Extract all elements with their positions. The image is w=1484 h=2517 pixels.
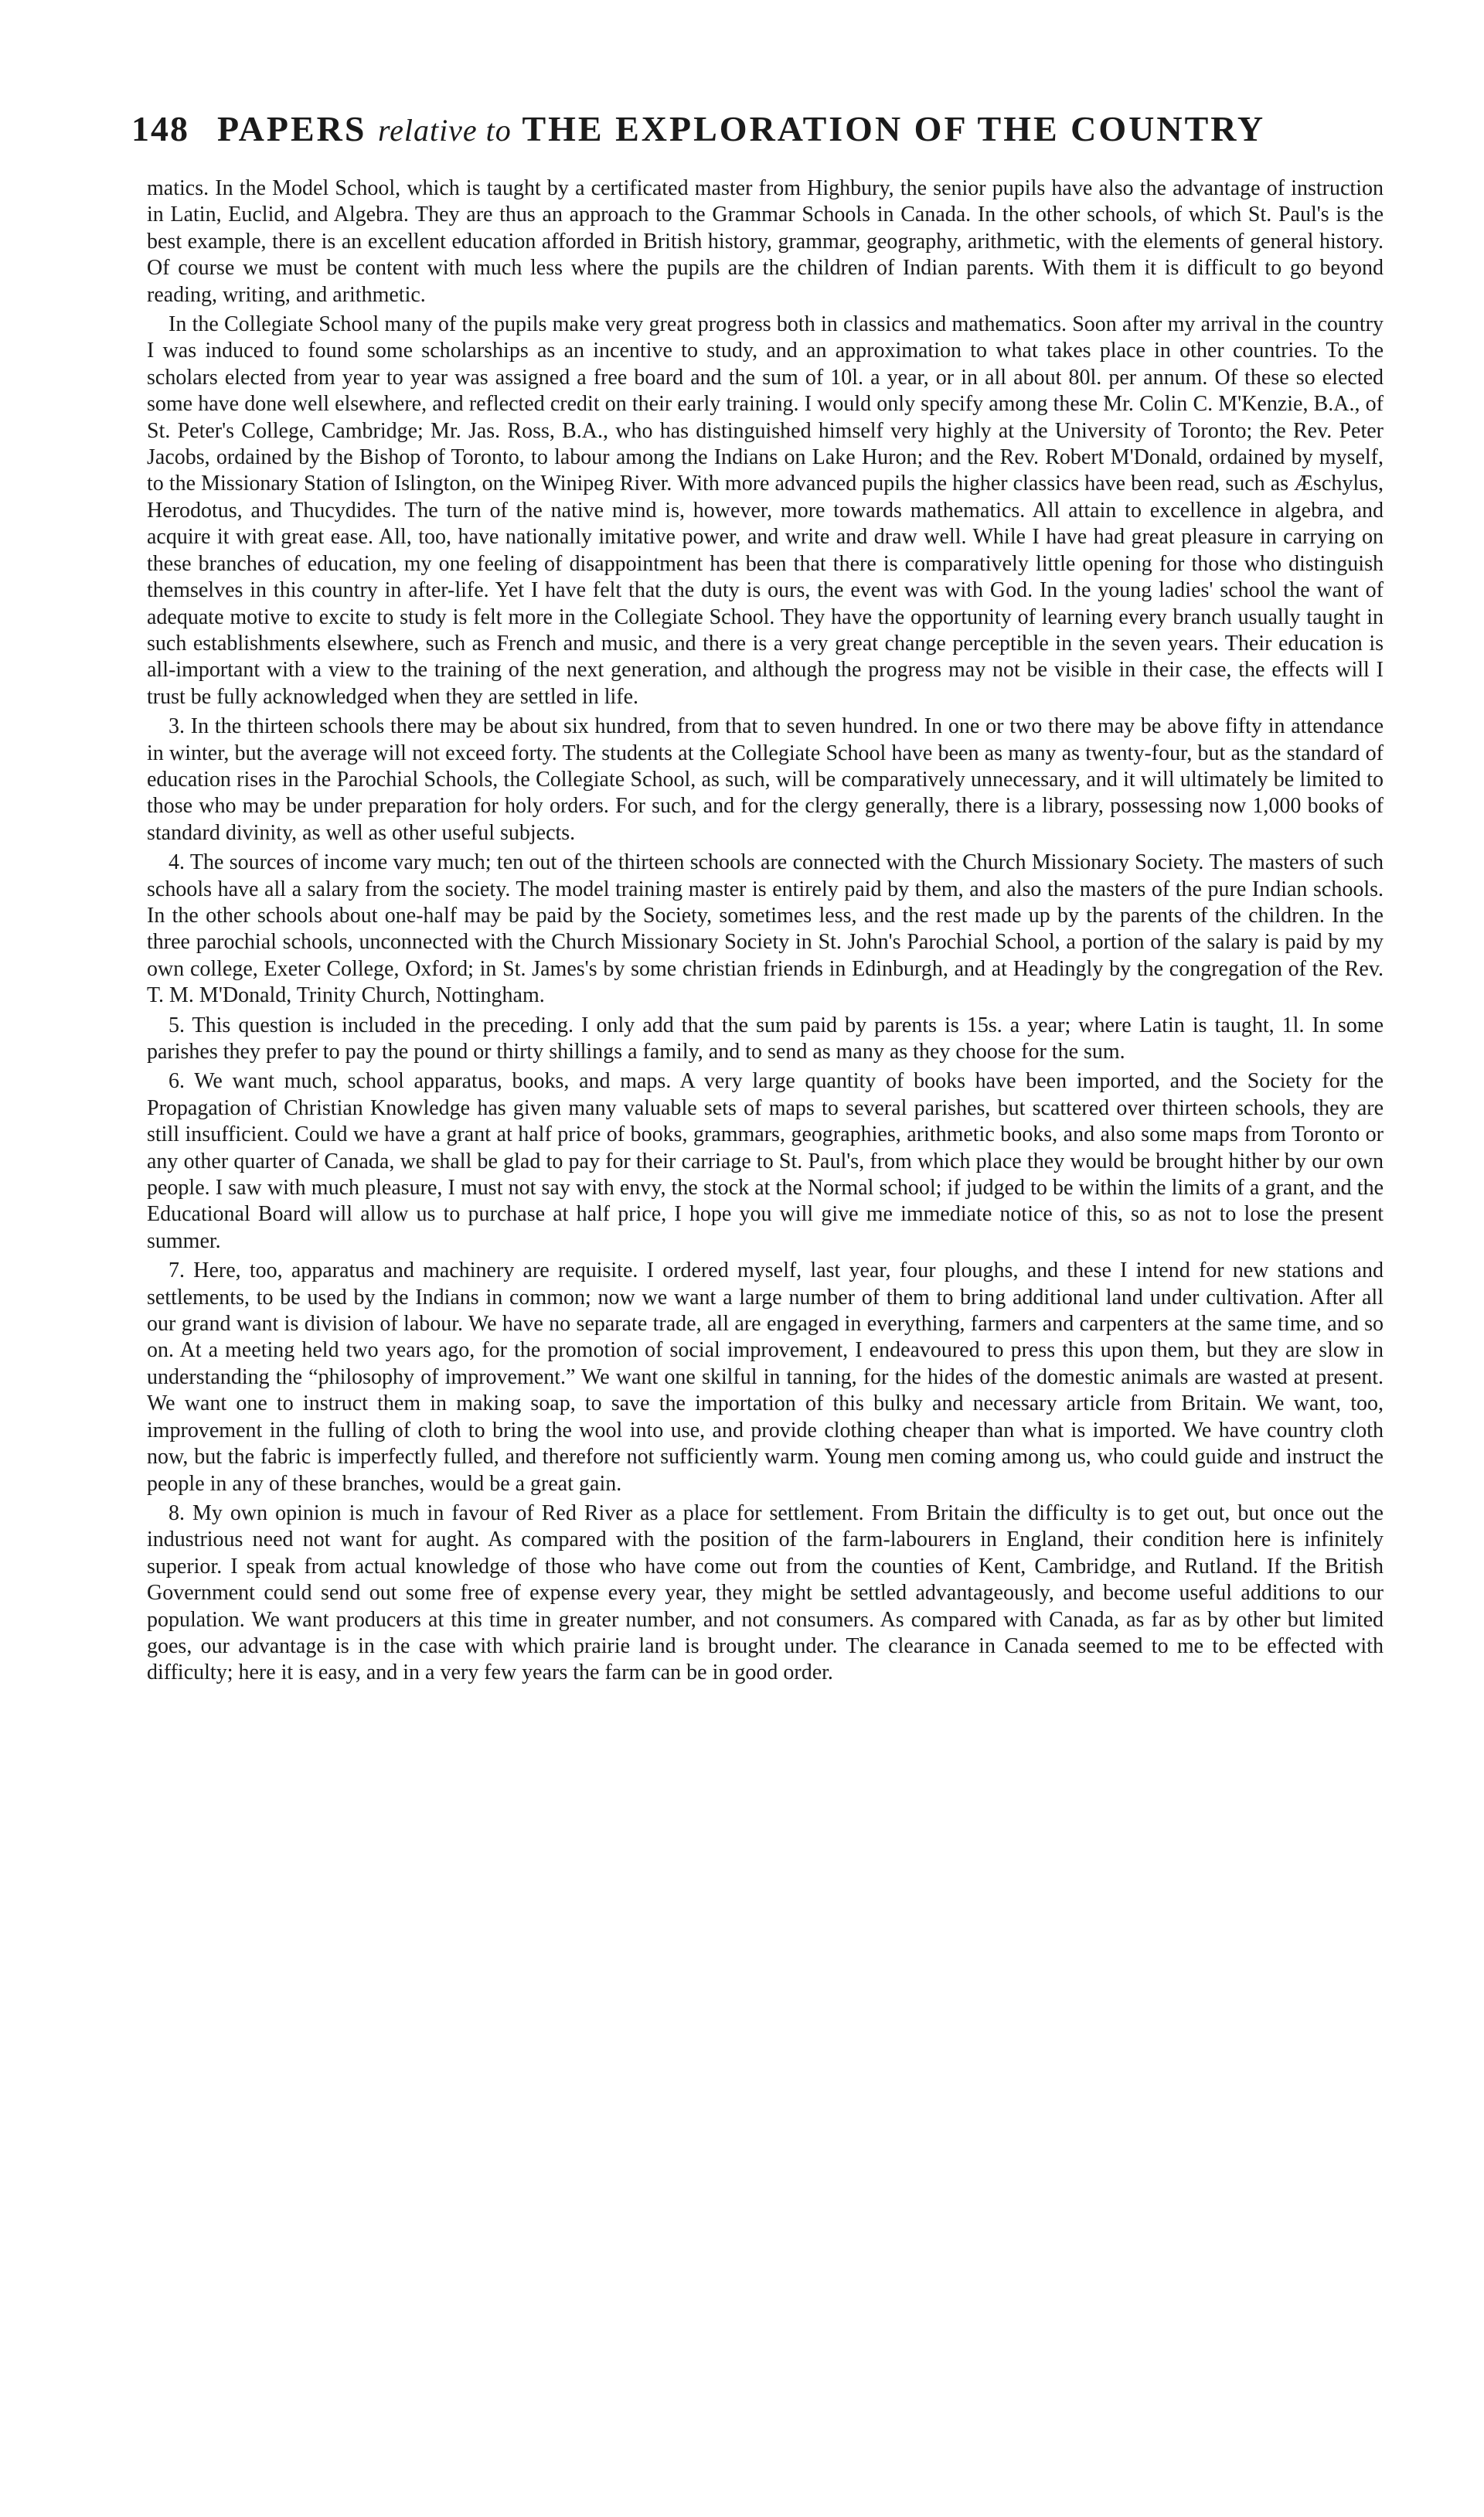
paragraph-8: 8. My own opinion is much in favour of Red River as a place for settlement. From Britain the difficulty is to get out, but once out the industrious need not want for aught. As compared with the position of the farm-labourers in England, their condition here is infinitely superior. I speak from actual knowledge of those who have come out from the counties of Kent, Cambridge, and Rutland. If the British Government could send out some free of expense every year, they might be settled advantageously, and become useful additions to our population. We want producers at this time in greater number, and not consumers. As compared with Canada, as far as by other but limited goes, our advantage is in the case with which prairie land is brought under. The clearance in Canada seemed to me to be effected with difficulty; here it is easy, and in a very few years the farm can be in good order.	[147, 1500, 1384, 1685]
page-number: 148	[131, 109, 189, 148]
running-title-italic: relative to	[378, 113, 512, 148]
paragraph-4: 4. The sources of income vary much; ten out of the thirteen schools are connected with the Church Missionary Society. The masters of such schools have all a salary from the society. The model training master is entirely paid by them, and also the masters of the pure Indian schools. In the other schools about one-half may be paid by the Society, sometimes less, and the rest made up by the parents of the children. In the three parochial schools, unconnected with the Church Missionary Society in St. John's Parochial School, a portion of the salary is paid by my own college, Exeter College, Oxford; in St. James's by some christian friends in Edinburgh, and at Headingly by the congregation of the Rev. T. M. M'Donald, Trinity Church, Nottingham.	[147, 850, 1384, 1008]
running-title-part2: THE EXPLORATION OF THE COUNTRY	[522, 109, 1266, 148]
paragraph-7: 7. Here, too, apparatus and machinery are requisite. I ordered myself, last year, four ploughs, and these I intend for new stations and settlements, to be used by the Indians in common; now we want a large number of them to bring additional land under cultivation. After all our grand want is division of labour. We have no separate trade, all are engaged in everything, farmers and carpenters at the same time, and so on. At a meeting held two years ago, for the promotion of social improvement, I endeavoured to press this upon them, but they are slow in understanding the “philosophy of improvement.” We want one skilful in tanning, for the hides of the domestic animals are wasted at present. We want one to instruct them in making soap, to save the importation of this bulky and necessary article from Britain. We want, too, improvement in the fulling of cloth to bring the wool into use, and provide clothing cheaper than what is imported. We have country cloth now, but the fabric is imperfectly fulled, and therefore not sufficiently warm. Young men coming among us, who could guide and instruct the people in any of these branches, would be a great gain.	[147, 1258, 1384, 1496]
running-head	[131, 108, 1384, 149]
running-title	[217, 108, 1265, 149]
paragraph-5: 5. This question is included in the preceding. I only add that the sum paid by parents is 15s. a year; where Latin is taught, 1l. In some parishes they prefer to pay the pound or thirty shillings a family, and to send as many as they choose for the sum.	[147, 1013, 1384, 1064]
paragraph-6: 6. We want much, school apparatus, books, and maps. A very large quantity of books have been imported, and the Society for the Propagation of Christian Knowledge has given many valuable sets of maps to several parishes, but scattered over thirteen schools, they are still insufficient. Could we have a grant at half price of books, grammars, geographies, arithmetic books, and also some maps from Toronto or any other quarter of Canada, we shall be glad to pay for their carriage to St. Paul's, from which place they would be brought hither by our own people. I saw with much pleasure, I must not say with envy, the stock at the Normal school; if judged to be within the limits of a grant, and the Educational Board will allow us to purchase at half price, I hope you will give me immediate notice of this, so as not to lose the present summer.	[147, 1069, 1384, 1253]
paragraph-3: 3. In the thirteen schools there may be about six hundred, from that to seven hundred. In one or two there may be above fifty in attendance in winter, but the average will not exceed forty. The students at the Collegiate School have been as many as twenty-four, but as the standard of education rises in the Parochial Schools, the Collegiate School, as such, will be comparatively unnecessary, and it will ultimately be limited to those who may be under preparation for holy orders. For such, and for the clergy generally, there is a library, possessing now 1,000 books of standard divinity, as well as other useful subjects.	[147, 714, 1384, 845]
paragraph-continuation: matics. In the Model School, which is taught by a certificated master from Highbury, the senior pupils have also the advantage of instruction in Latin, Euclid, and Algebra. They are thus an approach to the Grammar Schools in Canada. In the other schools, of which St. Paul's is the best example, there is an excellent education afforded in British history, grammar, geography, arithmetic, with the elements of general history. Of course we must be content with much less where the pupils are the children of Indian parents. With them it is difficult to go beyond reading, writing, and arithmetic.	[147, 176, 1384, 307]
running-title-part1: PAPERS	[217, 109, 367, 148]
paragraph-collegiate-school: In the Collegiate School many of the pupils make very great progress both in classics and mathematics. Soon after my arrival in the country I was induced to found some scholarships as an incentive to study, and an approximation to what takes place in other countries. To the scholars elected from year to year was assigned a free board and the sum of 10l. a year, or in all about 80l. per annum. Of these so elected some have done well elsewhere, and reflected credit on their early training. I would only specify among these Mr. Colin C. M'Kenzie, B.A., of St. Peter's College, Cambridge; Mr. Jas. Ross, B.A., who has distinguished himself very highly at the University of Toronto; the Rev. Peter Jacobs, ordained by the Bishop of Toronto, to labour among the Indians on Lake Huron; and the Rev. Robert M'Donald, ordained by myself, to the Missionary Station of Islington, on the Winipeg River. With more advanced pupils the higher classics have been read, such as Æschylus, Herodotus, and Thucydides. The turn of the native mind is, however, more towards mathematics. All attain to excellence in algebra, and acquire it with great ease. All, too, have nationally imitative power, and write and draw well. While I have had great pleasure in carrying on these branches of education, my one feeling of disappointment has been that there is comparatively little opening for those who distinguish themselves in this country in after-life. Yet I have felt that the duty is ours, the event was with God. In the young ladies' school the want of adequate motive to excite to study is felt more in the Collegiate School. They have the opportunity of learning every branch usually taught in such establishments elsewhere, such as French and music, and there is a very great change perceptible in the seven years. Their education is all-important with a view to the training of the next generation, and although the progress may not be visible in their case, the effects will I trust be fully acknowledged when they are settled in life.	[147, 312, 1384, 709]
body-text	[147, 175, 1384, 1687]
